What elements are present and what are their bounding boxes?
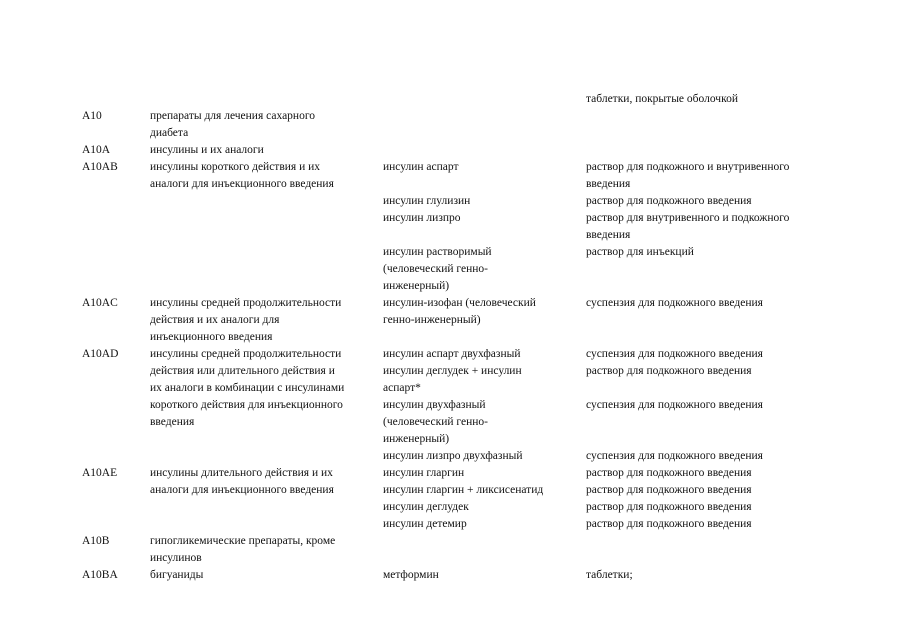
atc-code: A10AC [82, 297, 118, 309]
dosage-form-line: таблетки; [586, 569, 633, 581]
dosage-form-line: раствор для внутривенного и подкожного [586, 212, 790, 224]
group-name-line: действия и их аналоги для [150, 314, 280, 326]
drug-name-line: инженерный) [383, 433, 450, 445]
drug-name-line: метформин [383, 569, 439, 581]
group-name-line: действия или длительного действия и [150, 365, 335, 377]
dosage-form-line: раствор для подкожного введения [586, 365, 752, 377]
group-name-line: введения [150, 416, 195, 428]
atc-code: A10B [82, 535, 110, 547]
group-name-line: инсулины длительного действия и их [150, 467, 333, 479]
drug-name-line: (человеческий генно- [383, 263, 488, 275]
atc-code: A10A [82, 144, 111, 156]
group-name-line: инсулины средней продолжительности [150, 297, 342, 309]
dosage-form-line: введения [586, 178, 631, 190]
group-name-line: короткого действия для инъекционного [150, 399, 343, 411]
group-name-line: инсулины и их аналоги [150, 144, 264, 156]
group-name-line: диабета [150, 127, 189, 139]
dosage-form-line: введения [586, 229, 631, 241]
drug-name-line: инсулин глулизин [383, 195, 471, 207]
group-name-line: аналоги для инъекционного введения [150, 484, 334, 496]
dosage-form-line: раствор для подкожного введения [586, 467, 752, 479]
dosage-form-line: суспензия для подкожного введения [586, 348, 763, 360]
drug-name-line: генно-инженерный) [383, 314, 481, 326]
dosage-form-line: раствор для подкожного введения [586, 484, 752, 496]
drug-name-line: инсулин гларгин + ликсисенатид [383, 484, 544, 496]
drug-name-line: инсулин детемир [383, 518, 467, 530]
dosage-form-line: суспензия для подкожного введения [586, 399, 763, 411]
drug-name-line: инсулин-изофан (человеческий [383, 297, 536, 309]
group-name-line: аналоги для инъекционного введения [150, 178, 334, 190]
group-name-line: инсулинов [150, 552, 202, 564]
drug-name-line: инсулин деглудек + инсулин [383, 365, 522, 377]
drug-name-line: инсулин аспарт [383, 161, 459, 173]
drug-name-line: (человеческий генно- [383, 416, 488, 428]
drug-name-line: инсулин растворимый [383, 246, 492, 258]
drug-name-line: аспарт* [383, 382, 421, 394]
dosage-form-line: раствор для инъекций [586, 246, 694, 258]
drug-name-line: инженерный) [383, 280, 450, 292]
atc-code: A10AD [82, 348, 119, 360]
group-name-line: их аналоги в комбинации с инсулинами [150, 382, 345, 394]
drug-name-line: инсулин лизпро [383, 212, 461, 224]
atc-code: A10AE [82, 467, 118, 479]
drug-name-line: инсулин гларгин [383, 467, 465, 479]
header-dosage-form: таблетки, покрытые оболочкой [586, 93, 738, 105]
atc-code: A10 [82, 110, 102, 122]
dosage-form-line: раствор для подкожного введения [586, 518, 752, 530]
drug-name-line: инсулин деглудек [383, 501, 469, 513]
group-name-line: препараты для лечения сахарного [150, 110, 316, 122]
drug-name-line: инсулин аспарт двухфазный [383, 348, 521, 360]
dosage-form-line: суспензия для подкожного введения [586, 297, 763, 309]
atc-code: A10BA [82, 569, 118, 581]
group-name-line: гипогликемические препараты, кроме [150, 535, 336, 547]
dosage-form-line: суспензия для подкожного введения [586, 450, 763, 462]
atc-code: A10AB [82, 161, 118, 173]
group-name-line: инсулины средней продолжительности [150, 348, 342, 360]
dosage-form-line: раствор для подкожного введения [586, 501, 752, 513]
group-name-line: бигуаниды [150, 569, 204, 581]
drug-name-line: инсулин лизпро двухфазный [383, 450, 523, 462]
dosage-form-line: раствор для подкожного и внутривенного [586, 161, 790, 173]
group-name-line: инъекционного введения [150, 331, 273, 343]
group-name-line: инсулины короткого действия и их [150, 161, 321, 173]
drug-name-line: инсулин двухфазный [383, 399, 486, 411]
dosage-form-line: раствор для подкожного введения [586, 195, 752, 207]
